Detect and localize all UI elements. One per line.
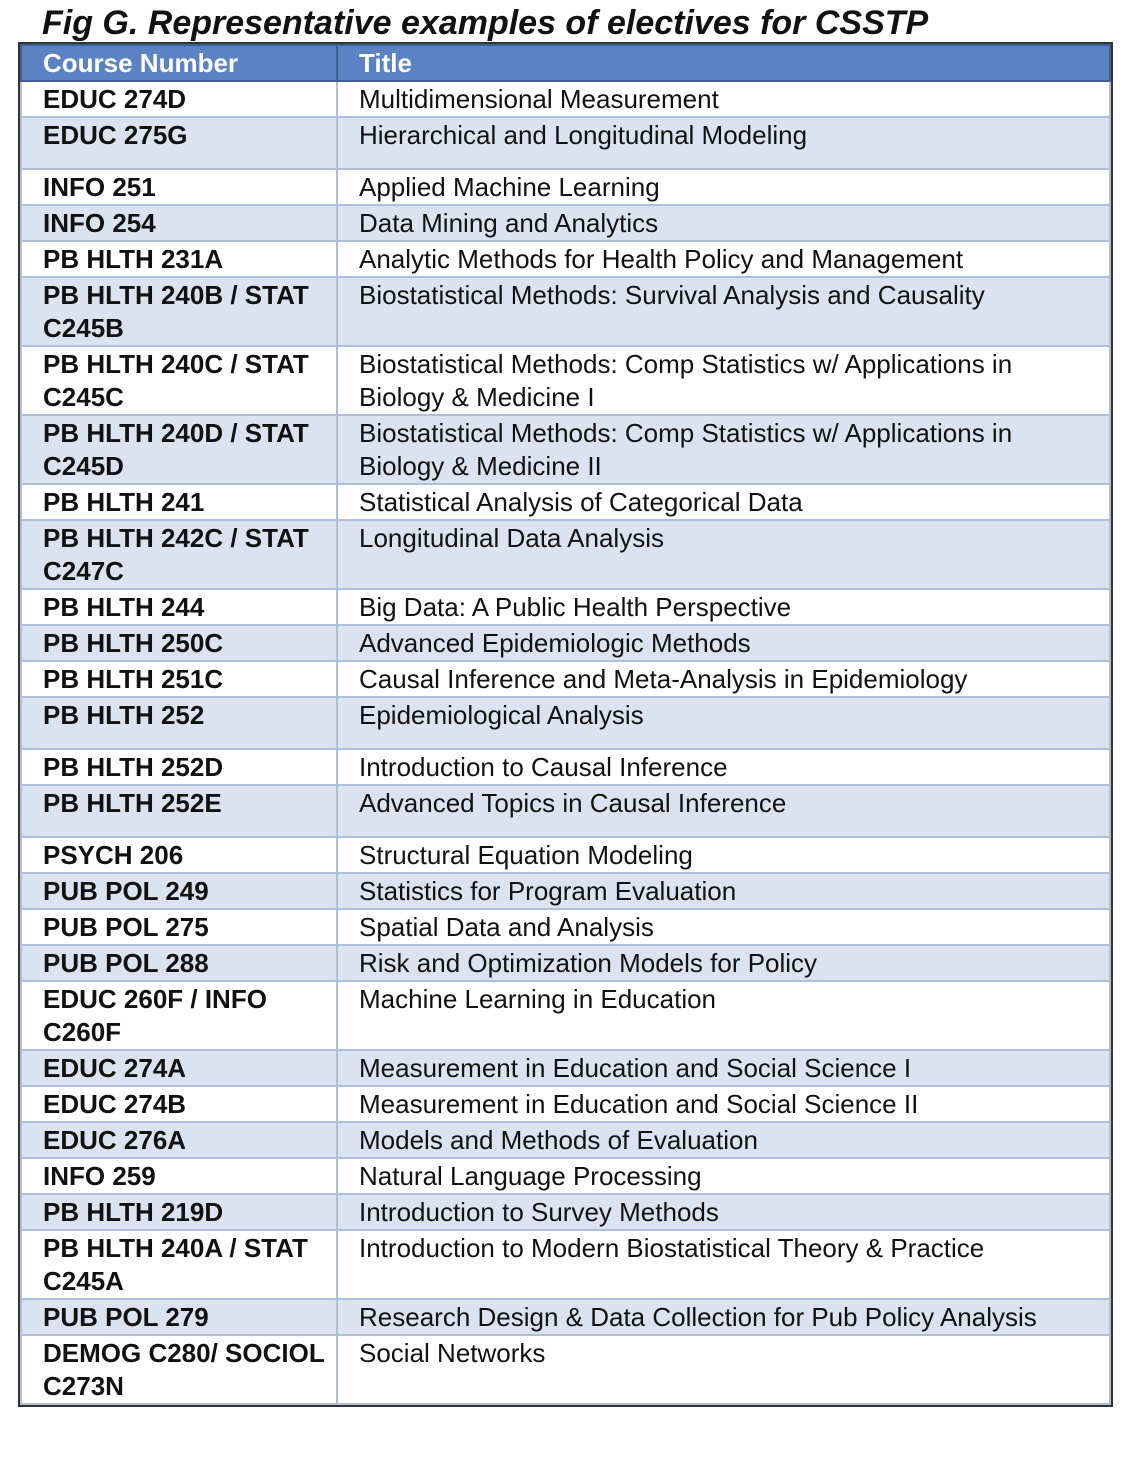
course-title-cell: Advanced Topics in Causal Inference [337, 785, 1110, 837]
course-title-cell: Analytic Methods for Health Policy and Management [337, 241, 1110, 277]
table-row [21, 205, 1110, 241]
course-title-cell: Measurement in Education and Social Science I [337, 1050, 1110, 1086]
course-title-cell: Longitudinal Data Analysis [337, 520, 1110, 589]
course-title-cell: Statistics for Program Evaluation [337, 873, 1110, 909]
course-title-cell: Statistical Analysis of Categorical Data [337, 484, 1110, 520]
course-title-cell: Models and Methods of Evaluation [337, 1122, 1110, 1158]
table-row [21, 277, 1110, 346]
course-number-cell: PUB POL 275 [21, 909, 337, 945]
course-number-cell: PUB POL 288 [21, 945, 337, 981]
course-title-cell: Causal Inference and Meta-Analysis in Epidemiology [337, 661, 1110, 697]
table-row [21, 1086, 1110, 1122]
course-title-cell: Spatial Data and Analysis [337, 909, 1110, 945]
table-row [21, 981, 1110, 1050]
course-title-cell: Introduction to Modern Biostatistical Theory & Practice [337, 1230, 1110, 1299]
course-title-cell: Measurement in Education and Social Science II [337, 1086, 1110, 1122]
table-row [21, 117, 1110, 169]
electives-table [20, 44, 1111, 1405]
course-title-cell: Risk and Optimization Models for Policy [337, 945, 1110, 981]
course-title-cell: Biostatistical Methods: Survival Analysis and Causality [337, 277, 1110, 346]
table-row [21, 1194, 1110, 1230]
table-row [21, 749, 1110, 785]
course-title-cell: Introduction to Survey Methods [337, 1194, 1110, 1230]
figure-title: Fig G. Representative examples of electives for CSSTP [42, 4, 929, 42]
course-number-cell: PB HLTH 240A / STAT C245A [21, 1230, 337, 1299]
course-title-cell: Big Data: A Public Health Perspective [337, 589, 1110, 625]
table-row [21, 484, 1110, 520]
course-number-cell: PB HLTH 250C [21, 625, 337, 661]
table-row [21, 589, 1110, 625]
course-title-cell: Introduction to Causal Inference [337, 749, 1110, 785]
course-number-cell: PB HLTH 252 [21, 697, 337, 749]
table-row [21, 625, 1110, 661]
table-row [21, 945, 1110, 981]
course-number-cell: EDUC 274A [21, 1050, 337, 1086]
course-number-cell: EDUC 274B [21, 1086, 337, 1122]
table-row [21, 415, 1110, 484]
table-row [21, 1122, 1110, 1158]
course-number-cell: PB HLTH 240D / STAT C245D [21, 415, 337, 484]
table-row [21, 873, 1110, 909]
course-number-cell: EDUC 260F / INFO C260F [21, 981, 337, 1050]
header-title: Title [337, 45, 1110, 81]
course-title-cell: Machine Learning in Education [337, 981, 1110, 1050]
course-number-cell: DEMOG C280/ SOCIOL C273N [21, 1335, 337, 1404]
table-row [21, 169, 1110, 205]
course-title-cell: Advanced Epidemiologic Methods [337, 625, 1110, 661]
course-title-cell: Natural Language Processing [337, 1158, 1110, 1194]
table-row [21, 81, 1110, 117]
course-number-cell: PSYCH 206 [21, 837, 337, 873]
course-number-cell: PB HLTH 251C [21, 661, 337, 697]
table-header-row [21, 45, 1110, 81]
table-row [21, 785, 1110, 837]
table-row [21, 1230, 1110, 1299]
course-number-cell: PUB POL 279 [21, 1299, 337, 1335]
course-number-cell: PB HLTH 252E [21, 785, 337, 837]
course-title-cell: Research Design & Data Collection for Pub Policy Analysis [337, 1299, 1110, 1335]
table-row [21, 837, 1110, 873]
course-number-cell: EDUC 275G [21, 117, 337, 169]
table-row [21, 909, 1110, 945]
table-row [21, 1335, 1110, 1404]
course-number-cell: INFO 259 [21, 1158, 337, 1194]
course-title-cell: Biostatistical Methods: Comp Statistics w/ Applications in Biology & Medicine I [337, 346, 1110, 415]
course-number-cell: PB HLTH 231A [21, 241, 337, 277]
header-course-number: Course Number [21, 45, 337, 81]
course-title-cell: Applied Machine Learning [337, 169, 1110, 205]
table-row [21, 1299, 1110, 1335]
course-title-cell: Biostatistical Methods: Comp Statistics w/ Applications in Biology & Medicine II [337, 415, 1110, 484]
course-number-cell: INFO 254 [21, 205, 337, 241]
course-number-cell: EDUC 274D [21, 81, 337, 117]
table-row [21, 661, 1110, 697]
course-number-cell: PB HLTH 241 [21, 484, 337, 520]
course-number-cell: PB HLTH 240B / STAT C245B [21, 277, 337, 346]
course-number-cell: PUB POL 249 [21, 873, 337, 909]
table-row [21, 241, 1110, 277]
course-title-cell: Hierarchical and Longitudinal Modeling [337, 117, 1110, 169]
table-row [21, 1158, 1110, 1194]
table-row [21, 1050, 1110, 1086]
course-title-cell: Epidemiological Analysis [337, 697, 1110, 749]
table-row [21, 520, 1110, 589]
course-title-cell: Multidimensional Measurement [337, 81, 1110, 117]
table-row [21, 346, 1110, 415]
course-number-cell: PB HLTH 252D [21, 749, 337, 785]
course-number-cell: PB HLTH 242C / STAT C247C [21, 520, 337, 589]
course-number-cell: PB HLTH 240C / STAT C245C [21, 346, 337, 415]
course-number-cell: PB HLTH 244 [21, 589, 337, 625]
course-title-cell: Structural Equation Modeling [337, 837, 1110, 873]
course-number-cell: INFO 251 [21, 169, 337, 205]
course-number-cell: EDUC 276A [21, 1122, 337, 1158]
course-title-cell: Data Mining and Analytics [337, 205, 1110, 241]
table-row [21, 697, 1110, 749]
course-number-cell: PB HLTH 219D [21, 1194, 337, 1230]
course-title-cell: Social Networks [337, 1335, 1110, 1404]
